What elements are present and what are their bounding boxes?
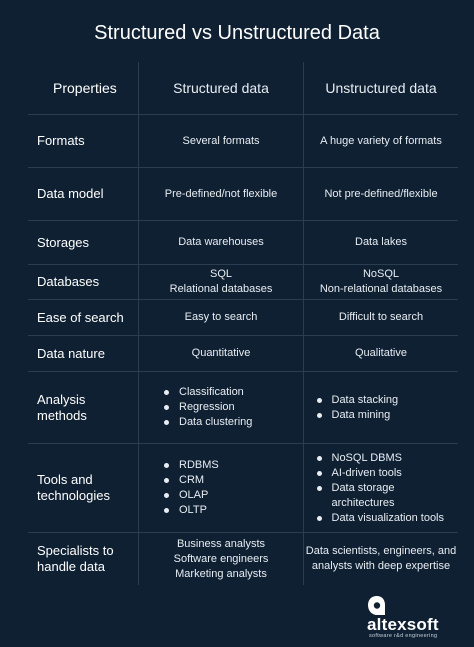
structured-text: Pre-defined/not flexible <box>164 187 278 200</box>
structured-text: Easy to search <box>184 311 258 323</box>
comparison-table <box>28 62 458 585</box>
structured-value <box>138 221 303 264</box>
unstructured-value <box>303 300 458 335</box>
unstructured-value <box>303 221 458 264</box>
unstructured-value <box>303 265 458 299</box>
structured-text: Business analysts <box>176 537 266 550</box>
property-label-line: Tools and <box>37 472 93 487</box>
logo-tagline: software r&d engineering <box>369 633 438 639</box>
header-unstructured: Unstructured data <box>303 62 458 114</box>
unstructured-bullet-list <box>314 451 449 526</box>
unstructured-value <box>303 533 458 585</box>
table-row <box>28 221 458 265</box>
list-item: Data visualization tools <box>314 511 449 526</box>
structured-value <box>138 265 303 299</box>
table-header-row <box>28 62 458 115</box>
property-label-line: technologies <box>37 488 110 503</box>
property-label: Data model <box>37 186 104 201</box>
list-item: OLTP <box>161 503 281 518</box>
unstructured-text: Difficult to search <box>338 311 424 323</box>
unstructured-text: Data lakes <box>355 236 407 248</box>
structured-text: Several formats <box>182 134 260 147</box>
page-title: Structured vs Unstructured Data <box>94 22 380 44</box>
header-properties: Properties <box>53 80 117 96</box>
header-structured: Structured data <box>138 62 303 114</box>
property-label: Ease of search <box>37 309 124 325</box>
unstructured-value <box>303 444 458 532</box>
structured-value <box>138 115 303 167</box>
list-item: Data clustering <box>161 415 281 430</box>
table-row <box>28 115 458 168</box>
property-label <box>28 472 138 504</box>
table-row <box>28 265 458 300</box>
unstructured-bullet-list <box>314 393 449 423</box>
list-item: AI-driven tools <box>314 466 449 481</box>
unstructured-value <box>303 372 458 443</box>
structured-text: Software engineers <box>173 552 269 565</box>
altexsoft-logo-icon <box>367 595 387 617</box>
structured-value <box>138 444 303 532</box>
list-item: Data mining <box>314 408 449 423</box>
list-item: Data stacking <box>314 393 449 408</box>
logo-name: altexsoft <box>367 615 439 634</box>
structured-value <box>138 336 303 371</box>
table-row <box>28 168 458 221</box>
property-label: Storages <box>37 234 90 250</box>
structured-bullet-list <box>161 458 281 518</box>
list-item: NoSQL DBMS <box>314 451 449 466</box>
property-label: Data nature <box>37 345 105 361</box>
structured-text: Quantitative <box>191 347 251 359</box>
structured-value <box>138 372 303 443</box>
list-item: RDBMS <box>161 458 281 473</box>
unstructured-value <box>303 115 458 167</box>
unstructured-text: Qualitative <box>355 347 407 359</box>
unstructured-value <box>303 168 458 220</box>
structured-text: Marketing analysts <box>175 567 267 580</box>
structured-value <box>138 168 303 220</box>
structured-text: Data warehouses <box>178 236 264 248</box>
structured-text: SQL <box>209 268 232 280</box>
list-item: OLAP <box>161 488 281 503</box>
property-label-line: handle data <box>37 559 105 574</box>
list-item: Data storage architectures <box>314 481 449 511</box>
property-label: Formats <box>37 133 85 148</box>
structured-bullet-list <box>161 385 281 430</box>
unstructured-text: Data scientists, engineers, and <box>305 545 457 557</box>
unstructured-text: A huge variety of formats <box>320 134 442 147</box>
structured-text: Relational databases <box>169 283 273 295</box>
unstructured-value <box>303 336 458 371</box>
brand-logo <box>367 595 459 639</box>
unstructured-text: Not pre-defined/flexible <box>324 187 438 200</box>
property-label <box>28 543 138 575</box>
unstructured-text: NoSQL <box>362 268 400 280</box>
structured-value <box>138 300 303 335</box>
unstructured-text: analysts with deep expertise <box>311 560 451 572</box>
property-label: Analysis methods <box>37 391 87 423</box>
property-label: Databases <box>37 274 100 289</box>
table-row <box>28 372 458 444</box>
list-item: Regression <box>161 400 281 415</box>
unstructured-text: Non-relational databases <box>319 283 443 295</box>
table-row <box>28 533 458 585</box>
property-label-line: Specialists to <box>37 543 114 558</box>
table-row <box>28 300 458 336</box>
structured-value <box>138 533 303 585</box>
list-item: Classification <box>161 385 281 400</box>
table-row <box>28 444 458 533</box>
table-row <box>28 336 458 372</box>
list-item: CRM <box>161 473 281 488</box>
